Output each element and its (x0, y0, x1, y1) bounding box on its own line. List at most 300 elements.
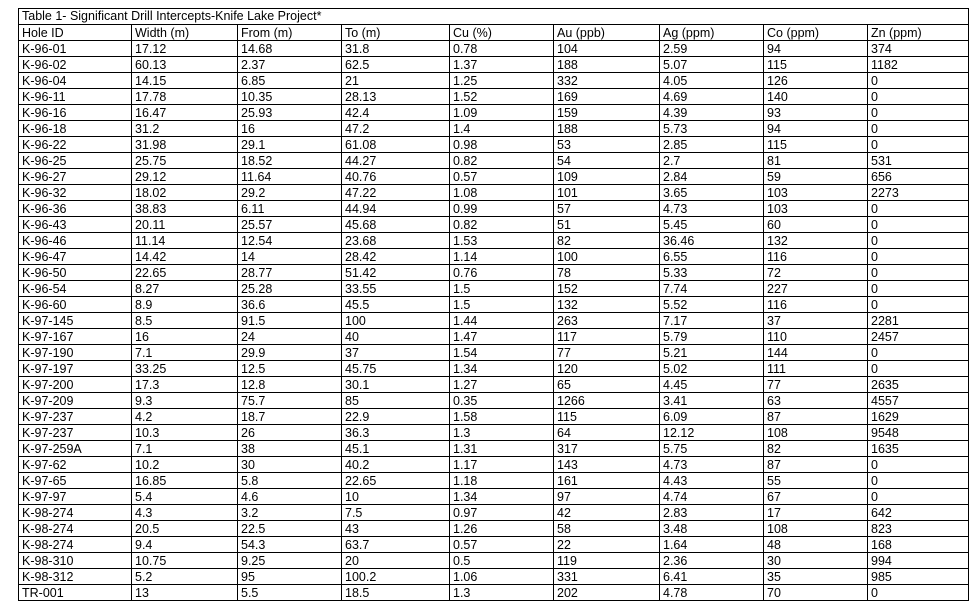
table-cell: 152 (554, 281, 660, 297)
table-cell: 62.5 (342, 57, 450, 73)
table-cell: 188 (554, 121, 660, 137)
drill-intercepts-table (18, 8, 969, 601)
table-cell: K-96-32 (19, 185, 132, 201)
table-cell: 30 (238, 457, 342, 473)
table-cell: 9548 (868, 425, 969, 441)
table-row (19, 441, 969, 457)
table-cell: 20.11 (132, 217, 238, 233)
table-cell: 1.5 (450, 297, 554, 313)
table-cell: K-96-25 (19, 153, 132, 169)
table-cell: 115 (764, 57, 868, 73)
table-cell: 6.55 (660, 249, 764, 265)
table-cell: 317 (554, 441, 660, 457)
table-cell: K-96-46 (19, 233, 132, 249)
table-cell: 0 (868, 73, 969, 89)
table-cell: 1.17 (450, 457, 554, 473)
table-cell: 10.75 (132, 553, 238, 569)
table-cell: 82 (764, 441, 868, 457)
table-cell: 17.3 (132, 377, 238, 393)
table-cell: 0.57 (450, 537, 554, 553)
table-cell: 2273 (868, 185, 969, 201)
table-cell: 115 (764, 137, 868, 153)
table-row (19, 569, 969, 585)
table-cell: 36.6 (238, 297, 342, 313)
table-cell: 35 (764, 569, 868, 585)
table-cell: 2.83 (660, 505, 764, 521)
table-cell: 17 (764, 505, 868, 521)
table-cell: 0 (868, 233, 969, 249)
table-cell: 4.74 (660, 489, 764, 505)
table-cell: 3.48 (660, 521, 764, 537)
table-row (19, 457, 969, 473)
table-cell: 0.57 (450, 169, 554, 185)
table-cell: K-97-259A (19, 441, 132, 457)
table-cell: 4.69 (660, 89, 764, 105)
table-cell: 64 (554, 425, 660, 441)
table-row (19, 73, 969, 89)
column-header: Width (m) (132, 25, 238, 41)
table-cell: 47.2 (342, 121, 450, 137)
table-cell: K-97-237 (19, 409, 132, 425)
table-cell: 2635 (868, 377, 969, 393)
table-cell: 37 (342, 345, 450, 361)
table-row (19, 345, 969, 361)
table-cell: 29.9 (238, 345, 342, 361)
table-cell: 0 (868, 297, 969, 313)
table-cell: 0 (868, 361, 969, 377)
table-cell: 67 (764, 489, 868, 505)
table-cell: 994 (868, 553, 969, 569)
table-cell: 2.37 (238, 57, 342, 73)
table-cell: 2457 (868, 329, 969, 345)
table-cell: K-97-167 (19, 329, 132, 345)
table-cell: K-96-04 (19, 73, 132, 89)
table-cell: K-96-22 (19, 137, 132, 153)
table-cell: 16 (132, 329, 238, 345)
table-cell: 42.4 (342, 105, 450, 121)
table-cell: K-97-62 (19, 457, 132, 473)
column-header: Ag (ppm) (660, 25, 764, 41)
table-cell: 0.82 (450, 217, 554, 233)
table-cell: K-98-274 (19, 537, 132, 553)
table-cell: 9.25 (238, 553, 342, 569)
table-cell: 108 (764, 425, 868, 441)
table-cell: 10 (342, 489, 450, 505)
table-cell: 65 (554, 377, 660, 393)
table-cell: 5.79 (660, 329, 764, 345)
table-row (19, 233, 969, 249)
table-cell: 374 (868, 41, 969, 57)
table-cell: 44.94 (342, 201, 450, 217)
table-cell: 4.73 (660, 457, 764, 473)
table-cell: 144 (764, 345, 868, 361)
table-cell: 17.12 (132, 41, 238, 57)
table-row (19, 521, 969, 537)
table-cell: 17.78 (132, 89, 238, 105)
table-row (19, 201, 969, 217)
table-cell: 1.18 (450, 473, 554, 489)
table-cell: K-98-310 (19, 553, 132, 569)
table-cell: 26 (238, 425, 342, 441)
table-cell: 51.42 (342, 265, 450, 281)
table-cell: 1.26 (450, 521, 554, 537)
table-cell: 11.64 (238, 169, 342, 185)
table-cell: 8.27 (132, 281, 238, 297)
table-cell: 93 (764, 105, 868, 121)
table-cell: 1.27 (450, 377, 554, 393)
table-cell: K-97-65 (19, 473, 132, 489)
table-cell: 48 (764, 537, 868, 553)
table-row (19, 409, 969, 425)
table-cell: 100 (554, 249, 660, 265)
table-cell: 12.8 (238, 377, 342, 393)
table-cell: 188 (554, 57, 660, 73)
table-cell: 12.54 (238, 233, 342, 249)
table-cell: 2.85 (660, 137, 764, 153)
table-cell: 25.57 (238, 217, 342, 233)
table-cell: 38.83 (132, 201, 238, 217)
column-header: Co (ppm) (764, 25, 868, 41)
table-cell: 101 (554, 185, 660, 201)
table-cell: 0 (868, 121, 969, 137)
table-cell: 126 (764, 73, 868, 89)
table-cell: 1.47 (450, 329, 554, 345)
table-cell: 116 (764, 297, 868, 313)
table-cell: 1.64 (660, 537, 764, 553)
table-cell: 47.22 (342, 185, 450, 201)
table-cell: 43 (342, 521, 450, 537)
table-row (19, 393, 969, 409)
table-cell: 94 (764, 121, 868, 137)
table-cell: 22.9 (342, 409, 450, 425)
table-cell: 4.3 (132, 505, 238, 521)
table-cell: 91.5 (238, 313, 342, 329)
table-cell: 42 (554, 505, 660, 521)
column-header: To (m) (342, 25, 450, 41)
table-cell: 6.09 (660, 409, 764, 425)
table-cell: 31.98 (132, 137, 238, 153)
table-cell: 4.43 (660, 473, 764, 489)
table-cell: 1.06 (450, 569, 554, 585)
table-row (19, 537, 969, 553)
table-cell: 28.42 (342, 249, 450, 265)
table-cell: K-98-312 (19, 569, 132, 585)
table-cell: 5.45 (660, 217, 764, 233)
table-cell: 21 (342, 73, 450, 89)
table-cell: K-97-145 (19, 313, 132, 329)
table-cell: K-96-18 (19, 121, 132, 137)
column-header: Hole ID (19, 25, 132, 41)
table-cell: 6.41 (660, 569, 764, 585)
table-cell: 331 (554, 569, 660, 585)
table-cell: 82 (554, 233, 660, 249)
table-cell: K-98-274 (19, 521, 132, 537)
table-cell: 1182 (868, 57, 969, 73)
table-cell: 4.6 (238, 489, 342, 505)
table-cell: 29.2 (238, 185, 342, 201)
table-cell: K-96-36 (19, 201, 132, 217)
table-cell: 1.5 (450, 281, 554, 297)
table-cell: 140 (764, 89, 868, 105)
table-cell: 823 (868, 521, 969, 537)
table-row (19, 281, 969, 297)
table-cell: 1.4 (450, 121, 554, 137)
table-row (19, 153, 969, 169)
table-cell: 60 (764, 217, 868, 233)
table-cell: 55 (764, 473, 868, 489)
table-cell: 5.2 (132, 569, 238, 585)
table-cell: 22.5 (238, 521, 342, 537)
table-cell: K-96-11 (19, 89, 132, 105)
table-cell: 0 (868, 105, 969, 121)
table-cell: 40 (342, 329, 450, 345)
table-cell: 169 (554, 89, 660, 105)
table-cell: 3.65 (660, 185, 764, 201)
table-row (19, 89, 969, 105)
table-cell: 0.99 (450, 201, 554, 217)
column-header: Au (ppb) (554, 25, 660, 41)
table-cell: 2281 (868, 313, 969, 329)
table-cell: 10.2 (132, 457, 238, 473)
table-cell: 94 (764, 41, 868, 57)
table-cell: 0 (868, 585, 969, 601)
table-cell: 116 (764, 249, 868, 265)
table-cell: 0.82 (450, 153, 554, 169)
table-cell: 120 (554, 361, 660, 377)
table-cell: 3.41 (660, 393, 764, 409)
table-cell: 0.98 (450, 137, 554, 153)
table-cell: K-96-47 (19, 249, 132, 265)
table-cell: 103 (764, 185, 868, 201)
table-cell: 2.59 (660, 41, 764, 57)
table-cell: 29.1 (238, 137, 342, 153)
table-row (19, 297, 969, 313)
table-cell: 5.07 (660, 57, 764, 73)
table-cell: 2.36 (660, 553, 764, 569)
table-cell: 0 (868, 137, 969, 153)
table-cell: 0 (868, 201, 969, 217)
table-cell: 54.3 (238, 537, 342, 553)
table-cell: 14.15 (132, 73, 238, 89)
table-cell: 31.2 (132, 121, 238, 137)
table-cell: 57 (554, 201, 660, 217)
table-cell: 3.2 (238, 505, 342, 521)
table-cell: 1.3 (450, 425, 554, 441)
table-cell: K-96-60 (19, 297, 132, 313)
table-cell: K-96-27 (19, 169, 132, 185)
table-cell: 0 (868, 89, 969, 105)
table-cell: 110 (764, 329, 868, 345)
table-cell: 1266 (554, 393, 660, 409)
table-cell: 4.78 (660, 585, 764, 601)
table-cell: 115 (554, 409, 660, 425)
table-cell: K-96-01 (19, 41, 132, 57)
table-cell: 30.1 (342, 377, 450, 393)
table-cell: 14 (238, 249, 342, 265)
table-cell: 642 (868, 505, 969, 521)
table-cell: 1.37 (450, 57, 554, 73)
table-cell: 100.2 (342, 569, 450, 585)
table-cell: 1.54 (450, 345, 554, 361)
table-cell: 45.5 (342, 297, 450, 313)
table-cell: 7.17 (660, 313, 764, 329)
table-cell: 227 (764, 281, 868, 297)
table-row (19, 425, 969, 441)
table-row (19, 121, 969, 137)
table-cell: 1.3 (450, 585, 554, 601)
table-cell: 111 (764, 361, 868, 377)
table-cell: 45.68 (342, 217, 450, 233)
table-cell: 0 (868, 457, 969, 473)
table-row (19, 57, 969, 73)
table-cell: 16.85 (132, 473, 238, 489)
table-cell: 75.7 (238, 393, 342, 409)
column-header: From (m) (238, 25, 342, 41)
table-container (18, 8, 968, 601)
table-cell: 0.78 (450, 41, 554, 57)
header-row (19, 25, 969, 41)
table-cell: 0 (868, 473, 969, 489)
table-cell: 60.13 (132, 57, 238, 73)
table-cell: 72 (764, 265, 868, 281)
table-cell: 4.2 (132, 409, 238, 425)
table-cell: 59 (764, 169, 868, 185)
table-row (19, 585, 969, 601)
table-cell: 31.8 (342, 41, 450, 57)
table-cell: K-98-274 (19, 505, 132, 521)
table-cell: 159 (554, 105, 660, 121)
table-cell: 22.65 (132, 265, 238, 281)
table-cell: 168 (868, 537, 969, 553)
table-cell: 7.5 (342, 505, 450, 521)
table-cell: 77 (554, 345, 660, 361)
table-cell: 4557 (868, 393, 969, 409)
table-cell: TR-001 (19, 585, 132, 601)
table-cell: 0.35 (450, 393, 554, 409)
table-cell: 51 (554, 217, 660, 233)
table-cell: 985 (868, 569, 969, 585)
table-cell: 22.65 (342, 473, 450, 489)
table-cell: 1.34 (450, 489, 554, 505)
table-cell: 119 (554, 553, 660, 569)
table-header (19, 25, 969, 41)
table-cell: 6.11 (238, 201, 342, 217)
table-cell: 18.52 (238, 153, 342, 169)
table-cell: 656 (868, 169, 969, 185)
table-cell: 0 (868, 345, 969, 361)
table-cell: 1635 (868, 441, 969, 457)
table-cell: 1629 (868, 409, 969, 425)
table-cell: 16.47 (132, 105, 238, 121)
table-row (19, 377, 969, 393)
table-cell: 8.5 (132, 313, 238, 329)
table-cell: 85 (342, 393, 450, 409)
table-cell: K-96-16 (19, 105, 132, 121)
table-cell: 25.28 (238, 281, 342, 297)
table-cell: 531 (868, 153, 969, 169)
table-cell: K-96-02 (19, 57, 132, 73)
table-cell: 18.7 (238, 409, 342, 425)
table-cell: 40.76 (342, 169, 450, 185)
table-cell: 28.13 (342, 89, 450, 105)
table-cell: 25.93 (238, 105, 342, 121)
table-cell: 20.5 (132, 521, 238, 537)
table-cell: 332 (554, 73, 660, 89)
table-cell: 38 (238, 441, 342, 457)
table-cell: 7.74 (660, 281, 764, 297)
table-cell: 1.08 (450, 185, 554, 201)
table-cell: 0.97 (450, 505, 554, 521)
table-cell: 4.39 (660, 105, 764, 121)
table-cell: 5.8 (238, 473, 342, 489)
table-row (19, 249, 969, 265)
table-row (19, 265, 969, 281)
table-row (19, 313, 969, 329)
table-cell: 63 (764, 393, 868, 409)
table-cell: 0.76 (450, 265, 554, 281)
table-cell: 132 (764, 233, 868, 249)
table-row (19, 553, 969, 569)
table-cell: 0.5 (450, 553, 554, 569)
table-cell: K-96-50 (19, 265, 132, 281)
table-cell: 58 (554, 521, 660, 537)
table-cell: 45.75 (342, 361, 450, 377)
table-cell: 0 (868, 217, 969, 233)
table-cell: 5.73 (660, 121, 764, 137)
table-cell: 30 (764, 553, 868, 569)
table-cell: 95 (238, 569, 342, 585)
table-row (19, 137, 969, 153)
table-body (19, 41, 969, 601)
table-cell: 1.34 (450, 361, 554, 377)
table-cell: K-97-190 (19, 345, 132, 361)
table-cell: 12.5 (238, 361, 342, 377)
table-cell: 6.85 (238, 73, 342, 89)
table-row (19, 473, 969, 489)
table-cell: K-97-209 (19, 393, 132, 409)
table-cell: 11.14 (132, 233, 238, 249)
table-cell: 108 (764, 521, 868, 537)
table-cell: 97 (554, 489, 660, 505)
table-cell: 0 (868, 265, 969, 281)
table-cell: 1.52 (450, 89, 554, 105)
table-cell: 77 (764, 377, 868, 393)
table-cell: 33.25 (132, 361, 238, 377)
table-cell: 23.68 (342, 233, 450, 249)
table-cell: 109 (554, 169, 660, 185)
table-cell: 1.14 (450, 249, 554, 265)
table-cell: 7.1 (132, 441, 238, 457)
table-cell: 18.02 (132, 185, 238, 201)
table-title: Table 1- Significant Drill Intercepts-Knife Lake Project* (18, 8, 969, 24)
table-cell: 7.1 (132, 345, 238, 361)
table-cell: 63.7 (342, 537, 450, 553)
table-cell: 1.25 (450, 73, 554, 89)
table-cell: 53 (554, 137, 660, 153)
table-cell: 5.5 (238, 585, 342, 601)
table-cell: 13 (132, 585, 238, 601)
table-cell: 5.4 (132, 489, 238, 505)
table-cell: 5.75 (660, 441, 764, 457)
table-cell: 24 (238, 329, 342, 345)
table-cell: 87 (764, 457, 868, 473)
table-cell: 10.3 (132, 425, 238, 441)
table-cell: 1.09 (450, 105, 554, 121)
table-cell: 0 (868, 281, 969, 297)
table-cell: 45.1 (342, 441, 450, 457)
table-cell: 28.77 (238, 265, 342, 281)
table-row (19, 217, 969, 233)
